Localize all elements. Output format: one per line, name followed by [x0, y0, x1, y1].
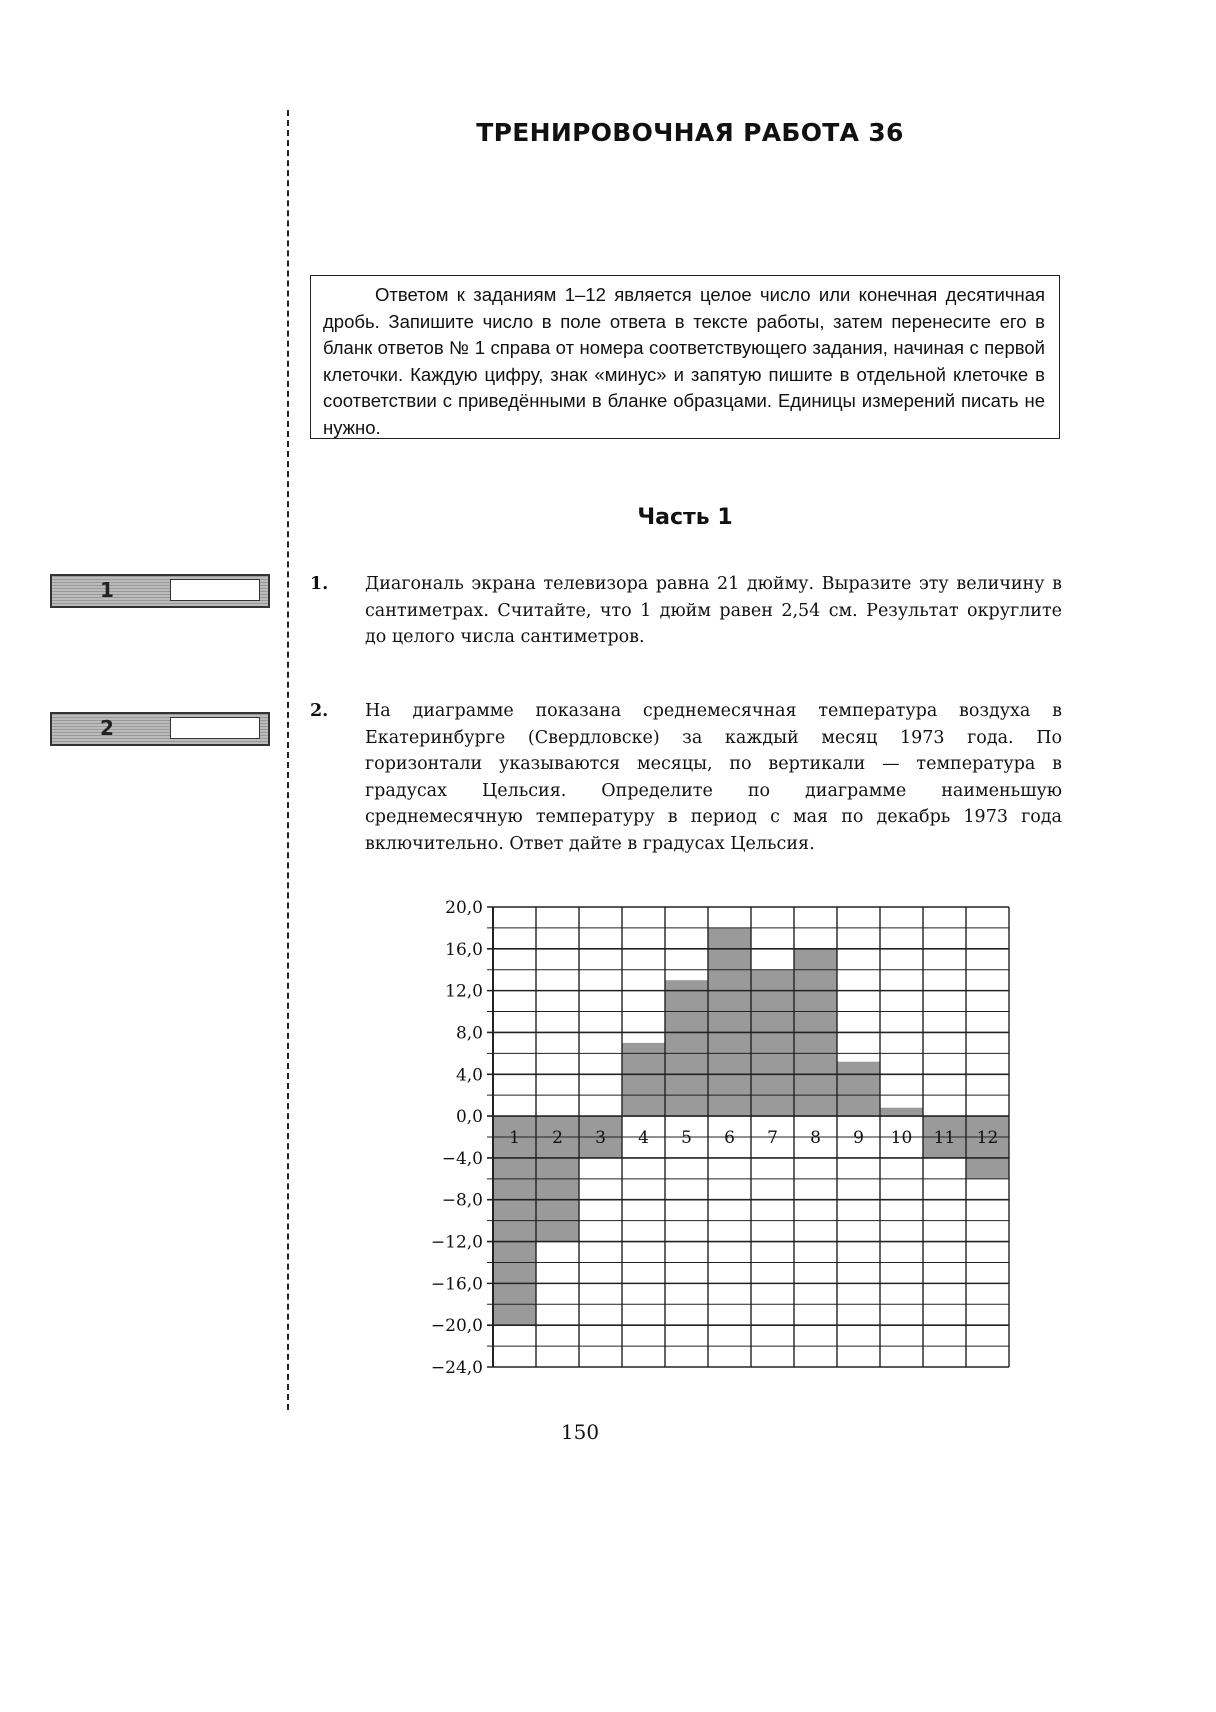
y-tick-label: −12,0: [430, 1232, 483, 1253]
temperature-chart: [420, 890, 1040, 1390]
y-tick-label: 4,0: [455, 1065, 483, 1086]
bar-5: [665, 980, 708, 1116]
x-tick-label: 4: [638, 1128, 649, 1148]
task-text: Диагональ экрана телевизора равна 21 дюйму. Выразите эту величину в сантиметрах. Считайте, что 1 дюйм равен 2,54 см. Результат округлите до целого числа сантиметров.: [365, 574, 1062, 647]
bar-10: [880, 1108, 923, 1116]
task-number: 2.: [310, 701, 329, 721]
y-tick-label: 8,0: [455, 1023, 483, 1044]
bar-9: [837, 1062, 880, 1116]
task-1: [310, 571, 1062, 651]
task-number: 1.: [310, 574, 329, 594]
y-tick-label: 12,0: [445, 981, 483, 1002]
y-tick-label: 20,0: [445, 898, 483, 918]
answer-field-2[interactable]: [170, 717, 260, 739]
y-tick-label: −20,0: [430, 1316, 483, 1337]
x-tick-label: 11: [933, 1128, 956, 1148]
y-tick-label: 16,0: [445, 939, 483, 960]
y-tick-label: −16,0: [430, 1274, 483, 1295]
answer-box-label: 1: [100, 578, 114, 602]
x-tick-label: 3: [595, 1128, 606, 1148]
part-title: Часть 1: [637, 505, 733, 530]
answer-box-label: 2: [100, 716, 114, 740]
x-tick-label: 9: [853, 1128, 864, 1148]
answer-field-1[interactable]: [170, 579, 260, 601]
x-tick-label: 2: [552, 1128, 563, 1148]
x-tick-label: 5: [681, 1128, 692, 1148]
bar-7: [751, 970, 794, 1116]
y-tick-label: −24,0: [430, 1358, 483, 1378]
x-tick-label: 7: [767, 1128, 778, 1148]
answer-box-1: [50, 574, 270, 608]
bar-6: [708, 928, 751, 1116]
task-2: [310, 698, 1062, 857]
cut-line: [287, 110, 289, 1410]
task-text: На диаграмме показана среднемесячная температура воздуха в Екатеринбурге (Свердловске) за каждый месяц 1973 года. По горизонтали указываются месяцы, по вертикали — температура в градусах Цельсия. Определите по диаграмме наименьшую среднемесячную температуру в период с мая по декабрь 1973 года включительно. Ответ дайте в градусах Цельсия.: [365, 701, 1062, 854]
answer-box-2: [50, 712, 270, 746]
instructions-box: Ответом к заданиям 1–12 является целое число или конечная десятичная дробь. Запишите число в поле ответа в тексте работы, затем перенесите его в бланк ответов № 1 справа от номера соответствующего задания, начиная с первой клеточки. Каждую цифру, знак «минус» и запятую пишите в отдельной клеточке в соответствии с приведёнными в бланке образцами. Единицы измерений писать не нужно.: [310, 275, 1060, 439]
page-title: ТРЕНИРОВОЧНАЯ РАБОТА 36: [476, 118, 904, 147]
x-tick-label: 10: [890, 1128, 913, 1148]
y-tick-label: −4,0: [441, 1148, 483, 1169]
page-number: 150: [560, 1420, 600, 1444]
x-tick-label: 8: [810, 1128, 821, 1148]
y-tick-label: 0,0: [455, 1107, 483, 1128]
y-tick-label: −8,0: [441, 1190, 483, 1211]
x-tick-label: 12: [976, 1128, 999, 1148]
x-tick-label: 1: [509, 1128, 520, 1148]
bar-4: [622, 1043, 665, 1116]
x-tick-label: 6: [724, 1128, 735, 1148]
